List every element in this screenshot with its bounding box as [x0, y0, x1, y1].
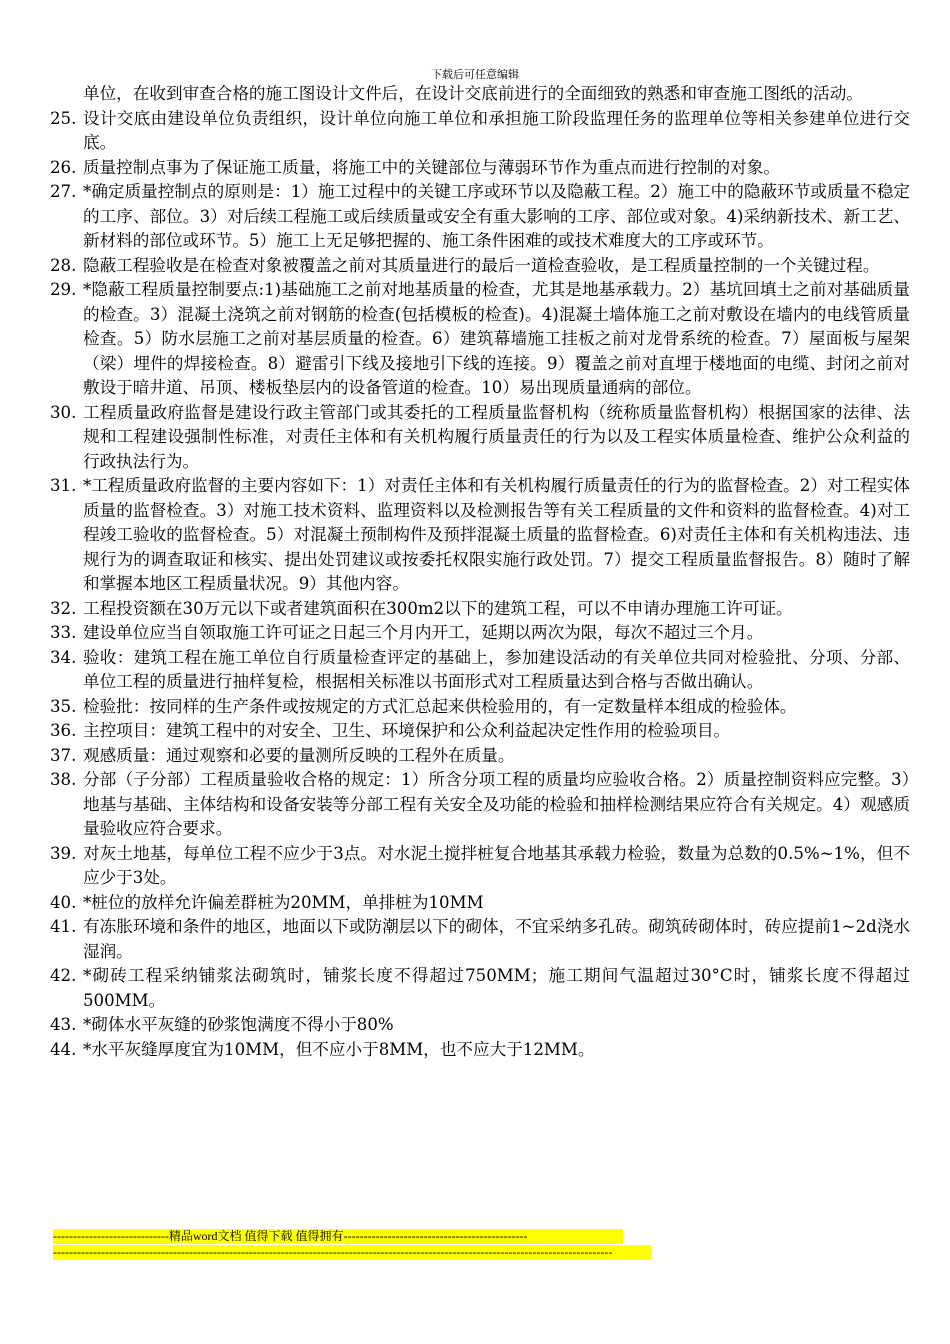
- list-item: [50, 744, 910, 769]
- item-text: 对灰土地基，每单位工程不应少于3点。对水泥土搅拌桩复合地基其承载力检验，数量为总数的0.5%~1%，但不应少于3处。: [83, 843, 910, 887]
- item-number: 39.: [50, 843, 77, 863]
- item-text: 质量控制点事为了保证施工质量，将施工中的关键部位与薄弱环节作为重点而进行控制的对象。: [83, 157, 780, 177]
- list-item: [50, 180, 910, 254]
- item-number: 44.: [50, 1039, 77, 1059]
- item-number: 42.: [50, 966, 77, 985]
- item-number: 35.: [50, 696, 77, 716]
- list-item: [50, 842, 910, 891]
- item-text: 隐蔽工程验收是在检查对象被覆盖之前对其质量进行的最后一道检查验收，是工程质量控制的一个关键过程。: [83, 255, 880, 275]
- item-number: 41.: [50, 917, 77, 936]
- item-number: 31.: [50, 476, 77, 495]
- list-item: [50, 719, 910, 744]
- document-body: [50, 82, 910, 1062]
- item-number: 25.: [50, 108, 77, 128]
- item-number: 28.: [50, 255, 77, 275]
- item-number: 38.: [50, 770, 77, 789]
- item-text: 有冻胀环境和条件的地区，地面以下或防潮层以下的砌体，不宜采纳多孔砖。砌筑砖砌体时，砖应提前1~2d浇水湿润。: [83, 917, 910, 961]
- item-number: 37.: [50, 745, 77, 765]
- item-number: 43.: [50, 1015, 77, 1034]
- item-text: *水平灰缝厚度宜为10MM，但不应小于8MM，也不应大于12MM。: [83, 1039, 595, 1059]
- item-text: *砌体水平灰缝的砂浆饱满度不得小于80%: [83, 1015, 394, 1034]
- list-item: [50, 891, 910, 916]
- list-item: [50, 768, 910, 842]
- list-item: [50, 401, 910, 475]
- footer-banner-line: -----------------------------精品word文档 值得下载 值得拥有----------------------------------------------: [53, 1229, 623, 1244]
- item-text: 观感质量：通过观察和必要的量测所反映的工程外在质量。: [83, 745, 515, 765]
- list-item: [50, 695, 910, 720]
- item-number: 32.: [50, 598, 77, 618]
- item-text: 主控项目：建筑工程中的对安全、卫生、环境保护和公众利益起决定性作用的检验项目。: [83, 721, 731, 740]
- item-text: *隐蔽工程质量控制要点:1)基础施工之前对地基质量的检查，尤其是地基承载力。2）基坑回填土之前对基础质量的检查。3）混凝土浇筑之前对钢筋的检查(包括模板的检查)。4)混凝土墙体施工之前对敷设在墙内的电线管质量检查。5）防水层施工之前对基层质量的检查。6）建筑幕墙施工挂板之前对龙骨系统的检查。7）屋面板与屋架（梁）埋件的焊接检查。8）避雷引下线及接地引下线的连接。9）覆盖之前对直埋于楼地面的电缆、封闭之前对敷设于暗井道、吊顶、楼板垫层内的设备管道的检查。10）易出现质量通病的部位。: [83, 280, 910, 397]
- list-item: [50, 278, 910, 401]
- list-item: [50, 646, 910, 695]
- page-footer: [53, 1229, 651, 1260]
- item-number: 33.: [50, 623, 77, 642]
- list-item: [50, 915, 910, 964]
- list-item: [50, 597, 910, 622]
- footer-dash-line: --------------------------------------------------------------------------------------------------------------------------------------------: [53, 1245, 651, 1260]
- item-number: 30.: [50, 402, 77, 422]
- list-item: [50, 82, 910, 107]
- item-number: 34.: [50, 647, 77, 667]
- list-item: [50, 621, 910, 646]
- item-text: 分部（子分部）工程质量验收合格的规定：1）所含分项工程的质量均应验收合格。2）质量控制资料应完整。3）地基与基础、主体结构和设备安装等分部工程有关安全及功能的检验和抽样检测结果应符合有关规定。4）观感质量验收应符合要求。: [83, 770, 910, 838]
- item-text: *工程质量政府监督的主要内容如下：1）对责任主体和有关机构履行质量责任的行为的监督检查。2）对工程实体质量的监督检查。3）对施工技术资料、监理资料以及检测报告等有关工程质量的文件和资料的监督检查。4)对工程竣工验收的监督检查。5）对混凝土预制构件及预拌混凝土质量的监督检查。6)对责任主体和有关机构违法、违规行为的调查取证和核实、提出处罚建议或按委托权限实施行政处罚。7）提交工程质量监督报告。8）随时了解和掌握本地区工程质量状况。9）其他内容。: [83, 476, 910, 593]
- list-item: [50, 1013, 910, 1038]
- item-number: 40.: [50, 892, 77, 912]
- item-text: 设计交底由建设单位负责组织，设计单位向施工单位和承担施工阶段监理任务的监理单位等相关参建单位进行交底。: [83, 108, 910, 152]
- list-item: [50, 156, 910, 181]
- item-number: 36.: [50, 721, 77, 740]
- page-header: 下载后可任意编辑: [431, 68, 519, 81]
- item-text: 建设单位应当自领取施工许可证之日起三个月内开工，延期以两次为限，每次不超过三个月。: [83, 623, 764, 642]
- item-text: *确定质量控制点的原则是：1）施工过程中的关键工序或环节以及隐蔽工程。2）施工中的隐蔽环节或质量不稳定的工序、部位。3）对后续工程施工或后续质量或安全有重大影响的工序、部位或对象。4)采纳新技术、新工艺、新材料的部位或环节。5）施工上无足够把握的、施工条件困难的或技术难度大的工序或环节。: [83, 182, 910, 250]
- list-item: [50, 474, 910, 597]
- item-text: *砌砖工程采纳铺浆法砌筑时，铺浆长度不得超过750MM；施工期间气温超过30°C时，铺浆长度不得超过500MM。: [83, 966, 910, 1010]
- item-number: 27.: [50, 182, 77, 201]
- item-number: 26.: [50, 157, 77, 177]
- item-text: 检验批：按同样的生产条件或按规定的方式汇总起来供检验用的，有一定数量样本组成的检验体。: [83, 696, 797, 716]
- item-text: 单位，在收到审查合格的施工图设计文件后，在设计交底前进行的全面细致的熟悉和审查施工图纸的活动。: [83, 84, 863, 103]
- item-text: 验收：建筑工程在施工单位自行质量检查评定的基础上，参加建设活动的有关单位共同对检验批、分项、分部、单位工程的质量进行抽样复检，根据相关标准以书面形式对工程质量达到合格与否做出确认。: [83, 647, 910, 691]
- item-number: 29.: [50, 280, 77, 299]
- list-item: [50, 254, 910, 279]
- list-item: [50, 964, 910, 1013]
- item-text: 工程投资额在30万元以下或者建筑面积在300m2以下的建筑工程，可以不申请办理施工许可证。: [83, 598, 793, 618]
- list-item: [50, 107, 910, 156]
- item-text: 工程质量政府监督是建设行政主管部门或其委托的工程质量监督机构（统称质量监督机构）根据国家的法律、法规和工程建设强制性标准，对责任主体和有关机构履行质量责任的行为以及工程实体质量检查、维护公众利益的行政执法行为。: [83, 402, 910, 471]
- item-text: *桩位的放样允许偏差群桩为20MM，单排桩为10MM: [83, 892, 484, 912]
- list-item: [50, 1038, 910, 1063]
